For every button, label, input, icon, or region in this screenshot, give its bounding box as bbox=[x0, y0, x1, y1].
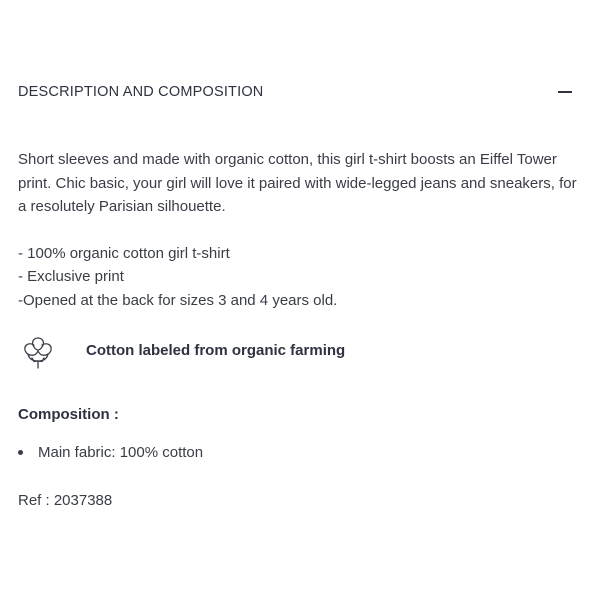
feature-item: - 100% organic cotton girl t-shirt bbox=[18, 244, 230, 262]
feature-item: - Exclusive print bbox=[18, 268, 124, 285]
description-block bbox=[18, 148, 586, 219]
feature-list bbox=[18, 242, 586, 313]
composition-item-text: Main fabric: 100% cotton bbox=[38, 444, 204, 461]
cotton-flower-icon bbox=[20, 330, 56, 370]
accordion-title: DESCRIPTION AND COMPOSITION bbox=[18, 84, 264, 100]
minus-icon[interactable] bbox=[558, 91, 572, 93]
composition-title: Composition : bbox=[18, 406, 119, 423]
feature-item: -Opened at the back for sizes 3 and 4 years old. bbox=[18, 291, 338, 309]
composition-item bbox=[18, 444, 203, 461]
description-content bbox=[18, 148, 586, 312]
organic-label: Cotton labeled from organic farming bbox=[86, 341, 346, 359]
accordion-header[interactable] bbox=[18, 80, 572, 104]
organic-badge bbox=[20, 330, 345, 370]
bullet-icon bbox=[18, 450, 23, 455]
description-paragraph: Short sleeves and made with organic cotton, this girl t-shirt boosts an Eiffel Tower print. Chic basic, your girl will love it paired with wide-legged jeans and sneakers, for a resolutely Parisian silhouette. bbox=[18, 151, 577, 215]
product-reference: Ref : 2037388 bbox=[18, 492, 113, 509]
composition-list bbox=[18, 444, 203, 461]
